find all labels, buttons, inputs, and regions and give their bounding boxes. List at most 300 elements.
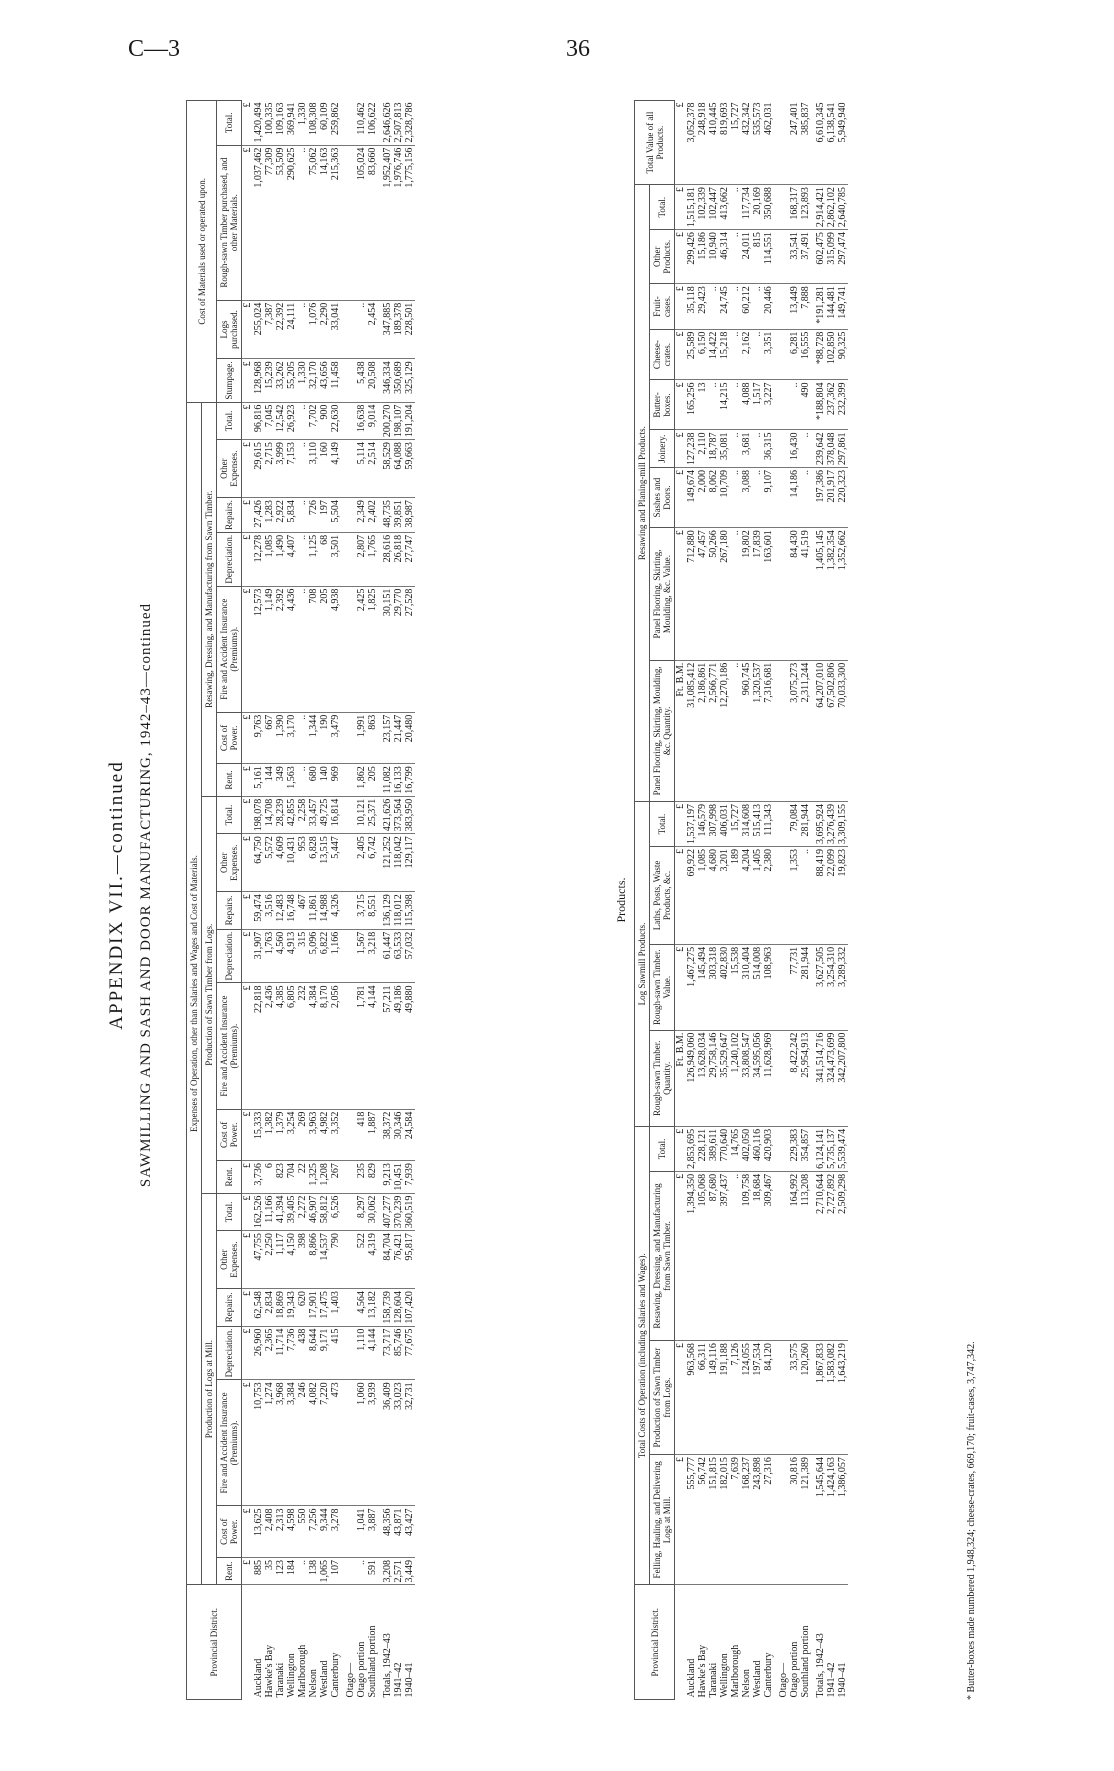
- table-cell: 13,628,034: [697, 1030, 708, 1126]
- district-label: Nelson: [308, 1669, 319, 1698]
- table-cell: 146,579: [697, 802, 708, 847]
- table-cell: 17,839: [752, 528, 763, 660]
- table-cell: 56,742: [697, 1455, 708, 1585]
- table-cell: 7,387: [264, 300, 275, 359]
- page-number: 36: [566, 36, 590, 62]
- table-cell: ..: [708, 284, 719, 329]
- column-header: Cost of Power.: [217, 1109, 242, 1161]
- table-cell: 37,491: [800, 230, 811, 284]
- table-cell: ..: [730, 430, 741, 468]
- column-header: Panel Flooring, Skirting, Moulding, &c. Quantity.: [650, 660, 675, 801]
- table-cell: 205: [367, 764, 378, 797]
- table-cell: 129,117: [404, 834, 415, 892]
- table-cell: 2,646,626: [378, 101, 393, 146]
- table-cell: 5,114: [356, 440, 367, 498]
- table-cell: 70,033,300: [837, 660, 848, 801]
- table-cell: 6,526: [330, 1193, 341, 1231]
- table-cell: 11,628,969: [763, 1030, 774, 1126]
- footnote: * Butter-boxes made numbered 1,948,324; cheese-crates, 669,170; fruit-cases, 3,747,342.: [966, 1341, 977, 1700]
- table-cell: 7,639: [730, 1455, 741, 1585]
- table-cell: *191,281: [811, 284, 826, 329]
- table-cell: 1,781: [356, 983, 367, 1109]
- table-cell: 165,256: [686, 380, 697, 430]
- table-cell: 138: [308, 1558, 319, 1586]
- table-cell: 189: [730, 847, 741, 945]
- table-cell: 1,825: [367, 586, 378, 712]
- table-cell: 1,320,537: [752, 660, 763, 801]
- table-cell: 247,401: [789, 101, 800, 185]
- table-cell: 4,913: [286, 929, 297, 983]
- table-cell: 350,688: [763, 185, 774, 230]
- table-cell: 20,508: [367, 359, 378, 402]
- table-cell: 62,548: [253, 1289, 264, 1327]
- table-cell: 232,399: [837, 380, 848, 430]
- table-cell: 25,589: [686, 329, 697, 380]
- table-cell: 885: [253, 1558, 264, 1586]
- table-cell: 1,862: [356, 764, 367, 797]
- table-cell: 2,392: [275, 586, 286, 712]
- table-cell: 105,068: [697, 1171, 708, 1340]
- column-header: Rough-sawn Timber purchased, and other Materials.: [217, 145, 242, 300]
- table-cell: 2,250: [264, 1231, 275, 1289]
- table-row: [752, 101, 763, 1700]
- table-cell: 7,888: [800, 284, 811, 329]
- table-cell: 18,869: [275, 1289, 286, 1327]
- table-cell: ..: [297, 712, 308, 764]
- table-cell: 2,509,298: [837, 1171, 848, 1340]
- table-cell: ..: [730, 329, 741, 380]
- district-label: Otago portion: [356, 1641, 367, 1698]
- table-cell: 13,449: [789, 284, 800, 329]
- table-cell: 20,446: [763, 284, 774, 329]
- table-cell: 4,982: [319, 1109, 330, 1161]
- table-cell: 863: [367, 712, 378, 764]
- table-cell: 50,266: [708, 528, 719, 660]
- table-cell: 418: [356, 1109, 367, 1161]
- table-cell: 24,111: [286, 300, 297, 359]
- table-cell: 15,218: [719, 329, 730, 380]
- table-cell: 2,365: [264, 1326, 275, 1380]
- table-cell: 163,601: [763, 528, 774, 660]
- table-cell: ..: [297, 532, 308, 586]
- table-cell: 22,099: [826, 847, 837, 945]
- table-cell: 1,085: [264, 532, 275, 586]
- table-cell: 149,116: [708, 1341, 719, 1455]
- table-cell: 790: [330, 1231, 341, 1289]
- table-cell: 3,352: [330, 1109, 341, 1161]
- table-cell: 1,274: [264, 1380, 275, 1506]
- table-cell: 7,220: [319, 1380, 330, 1506]
- table-cell: 79,084: [789, 802, 800, 847]
- table-cell: 73,717: [378, 1326, 393, 1380]
- table-cell: 102,447: [708, 185, 719, 230]
- table-cell: 2,715: [264, 440, 275, 498]
- table-cell: 13,625: [253, 1506, 264, 1558]
- table-cell: 1,545,644: [811, 1455, 826, 1585]
- district-label: 1940–41: [404, 1662, 415, 1698]
- table-cell: 35: [264, 1558, 275, 1586]
- table-cell: 1,563: [286, 764, 297, 797]
- district-label: Canterbury: [763, 1652, 774, 1698]
- table-cell: 4,938: [330, 586, 341, 712]
- table-cell: 27,426: [253, 498, 264, 533]
- table-cell: 41,394: [275, 1193, 286, 1231]
- district-label: Totals, 1942–43: [382, 1633, 393, 1698]
- currency-unit: £: [242, 586, 254, 712]
- table-cell: 60,212: [741, 284, 752, 329]
- table-cell: 114,551: [763, 230, 774, 284]
- table-cell: *188,804: [811, 380, 826, 430]
- table-cell: 407,277: [378, 1193, 393, 1231]
- table-cell: 84,430: [789, 528, 800, 660]
- column-header: Felling, Hauling, and Delivering Logs at Mill.: [650, 1455, 675, 1585]
- table-cell: ..: [297, 402, 308, 440]
- expenses-table: [186, 100, 415, 1700]
- table-cell: 4,560: [275, 929, 286, 983]
- table-cell: 269: [297, 1109, 308, 1161]
- column-header: Cost of Power.: [217, 712, 242, 764]
- district-label: Canterbury: [330, 1652, 341, 1698]
- table-row: [837, 101, 848, 1700]
- table-cell: 110,462: [356, 101, 367, 146]
- table-cell: 2,162: [741, 329, 752, 380]
- column-header: Repairs.: [217, 1289, 242, 1327]
- table-cell: 128,604: [393, 1289, 404, 1327]
- table-cell: 350,689: [393, 359, 404, 402]
- table-cell: 267: [330, 1161, 341, 1194]
- table-cell: 126,949,060: [686, 1030, 697, 1126]
- table-cell: 14,186: [789, 467, 800, 527]
- table-cell: 220,323: [837, 467, 848, 527]
- table-cell: 314,608: [741, 802, 752, 847]
- currency-unit: £: [675, 230, 687, 284]
- table-cell: 19,802: [741, 528, 752, 660]
- table-cell: 8,062: [708, 467, 719, 527]
- table-cell: 191,204: [404, 402, 415, 440]
- table-cell: 60,109: [319, 101, 330, 146]
- table-cell: 64,750: [253, 834, 264, 892]
- district-label: Marlborough: [730, 1644, 741, 1698]
- table-cell: 64,088: [393, 440, 404, 498]
- table-cell: 9,014: [367, 402, 378, 440]
- table-cell: 3,278: [330, 1506, 341, 1558]
- table-cell: 591: [367, 1558, 378, 1586]
- table-cell: 95,817: [404, 1231, 415, 1289]
- table-cell: 76,421: [393, 1231, 404, 1289]
- table-cell: 4,564: [356, 1289, 367, 1327]
- table-cell: 16,814: [330, 796, 341, 834]
- products-section-label: Products.: [614, 877, 628, 923]
- column-header: Fire and Accident Insurance (Premiums).: [217, 983, 242, 1109]
- table-cell: 460,116: [752, 1126, 763, 1171]
- table-cell: 33,023: [393, 1380, 404, 1506]
- table-cell: 190: [319, 712, 330, 764]
- table-cell: ..: [800, 467, 811, 527]
- table-cell: 3,170: [286, 712, 297, 764]
- table-cell: 550: [297, 1506, 308, 1558]
- table-cell: 1,110: [356, 1326, 367, 1380]
- table-cell: 33,808,547: [741, 1030, 752, 1126]
- table-cell: 1,379: [275, 1109, 286, 1161]
- table-cell: 5,735,137: [826, 1126, 837, 1171]
- table-cell: 20,480: [404, 712, 415, 764]
- district-label: Taranaki: [275, 1662, 286, 1698]
- table-cell: 3,201: [719, 847, 730, 945]
- table-cell: 35,081: [719, 430, 730, 468]
- currency-unit: £: [675, 1455, 687, 1585]
- table-cell: 2,405: [356, 834, 367, 892]
- column-header: Laths, Posts, Waste Products, &c.: [650, 847, 675, 945]
- district-label: Hawke's Bay: [264, 1644, 275, 1698]
- column-header: Other Expenses.: [217, 440, 242, 498]
- table-cell: 6,124,141: [811, 1126, 826, 1171]
- table-cell: 13,515: [319, 834, 330, 892]
- table-cell: 342,207,800: [837, 1030, 848, 1126]
- table-cell: 10,753: [253, 1380, 264, 1506]
- table-cell: 12,278: [253, 532, 264, 586]
- table-cell: 108,308: [308, 101, 319, 146]
- table-cell: 4,088: [741, 380, 752, 430]
- table-cell: 3,963: [308, 1109, 319, 1161]
- table-cell: 128,968: [253, 359, 264, 402]
- table-cell: 59,474: [253, 892, 264, 930]
- table-cell: 770,640: [719, 1126, 730, 1171]
- table-cell: 28,239: [275, 796, 286, 834]
- table-cell: 1,149: [264, 586, 275, 712]
- currency-unit: £: [242, 1231, 254, 1289]
- column-header: Stumpage.: [217, 359, 242, 402]
- table-cell: 1,386,057: [837, 1455, 848, 1585]
- table-cell: 47,457: [697, 528, 708, 660]
- table-cell: 354,857: [800, 1126, 811, 1171]
- table-cell: 30,346: [393, 1109, 404, 1161]
- table-cell: 1,330: [297, 101, 308, 146]
- table-cell: 38,987: [404, 498, 415, 533]
- table-cell: 1,041: [356, 1506, 367, 1558]
- table-cell: 168,237: [741, 1455, 752, 1585]
- table-cell: 239,642: [811, 430, 826, 468]
- table-cell: 3,075,273: [789, 660, 800, 801]
- table-cell: 2,380: [763, 847, 774, 945]
- table-cell: 13,182: [367, 1289, 378, 1327]
- table-cell: 20,169: [752, 185, 763, 230]
- table-cell: 63,533: [393, 929, 404, 983]
- table-cell: 704: [286, 1161, 297, 1194]
- column-header: Depreciation.: [217, 929, 242, 983]
- table-cell: 18,684: [752, 1171, 763, 1340]
- table-cell: 3,110: [308, 440, 319, 498]
- table-cell: 113,208: [800, 1171, 811, 1340]
- table-cell: 3,695,924: [811, 802, 826, 847]
- table-cell: 124,055: [741, 1341, 752, 1455]
- table-cell: 77,309: [264, 145, 275, 300]
- table-cell: 15,333: [253, 1109, 264, 1161]
- table-cell: 370,239: [393, 1193, 404, 1231]
- column-header: Total.: [217, 101, 242, 146]
- district-label: 1940–41: [837, 1662, 848, 1698]
- table-cell: 1,515,181: [686, 185, 697, 230]
- table-cell: 3,479: [330, 712, 341, 764]
- table-cell: 4,144: [367, 1326, 378, 1380]
- table-cell: 341,514,716: [811, 1030, 826, 1126]
- table-cell: 555,777: [686, 1455, 697, 1585]
- table-cell: 57,211: [378, 983, 393, 1109]
- column-header: Total.: [217, 1193, 242, 1231]
- table-cell: 14,537: [319, 1231, 330, 1289]
- table-cell: 415: [330, 1326, 341, 1380]
- table-cell: 22,392: [275, 300, 286, 359]
- table-cell: 1,076: [308, 300, 319, 359]
- group-label: Otago—: [345, 1663, 356, 1698]
- column-header: Rough-sawn Timber. Value.: [650, 944, 675, 1030]
- currency-unit: £: [242, 712, 254, 764]
- table-cell: 5,949,940: [837, 101, 848, 185]
- table-cell: 149,674: [686, 467, 697, 527]
- district-label: Auckland: [253, 1658, 264, 1698]
- table-cell: 2,640,785: [837, 185, 848, 230]
- table-cell: ..: [730, 185, 741, 230]
- table-cell: 84,704: [378, 1231, 393, 1289]
- currency-unit: £: [242, 834, 254, 892]
- district-label: Southland portion: [800, 1625, 811, 1698]
- table-cell: 27,747: [404, 532, 415, 586]
- table-cell: 1,403: [330, 1289, 341, 1327]
- table-cell: 12,270,186: [719, 660, 730, 801]
- table-row: [367, 101, 378, 1700]
- table-cell: 1,125: [308, 532, 319, 586]
- district-label: 1941–42: [393, 1662, 404, 1698]
- table-cell: 144: [264, 764, 275, 797]
- table-cell: 22,818: [253, 983, 264, 1109]
- table-cell: 315,099: [826, 230, 837, 284]
- currency-unit: £: [675, 528, 687, 660]
- table-cell: 197,386: [811, 467, 826, 527]
- table-cell: 1,394,350: [686, 1171, 697, 1340]
- table-cell: 4,598: [286, 1506, 297, 1558]
- table-cell: 3,351: [763, 329, 774, 380]
- table-cell: 184: [286, 1558, 297, 1586]
- table-cell: 6,822: [319, 929, 330, 983]
- table-cell: 34,595,056: [752, 1030, 763, 1126]
- currency-unit: £: [675, 467, 687, 527]
- table-cell: 823: [275, 1161, 286, 1194]
- table-cell: 26,923: [286, 402, 297, 440]
- table-row: [708, 101, 719, 1700]
- table-cell: 215,363: [330, 145, 341, 300]
- table-cell: 4,384: [308, 983, 319, 1109]
- table-row: [319, 101, 330, 1700]
- table-cell: 8,866: [308, 1231, 319, 1289]
- table-cell: 7,045: [264, 402, 275, 440]
- district-label: Auckland: [686, 1658, 697, 1698]
- table-cell: 297,474: [837, 230, 848, 284]
- column-header: Production of Sawn Timber from Logs.: [650, 1341, 675, 1455]
- table-cell: 88,419: [811, 847, 826, 945]
- table-cell: 24,011: [741, 230, 752, 284]
- table-cell: 33,457: [308, 796, 319, 834]
- table-cell: 36,409: [378, 1380, 393, 1506]
- table-cell: ..: [730, 467, 741, 527]
- table-row: [308, 101, 319, 1700]
- table-cell: 1,037,462: [253, 145, 264, 300]
- table-cell: 7,736: [286, 1326, 297, 1380]
- table-cell: 243,898: [752, 1455, 763, 1585]
- table-cell: 1,382: [264, 1109, 275, 1161]
- table-cell: 2,290: [319, 300, 330, 359]
- table-cell: 145,494: [697, 944, 708, 1030]
- table-row: [719, 101, 730, 1700]
- currency-unit: £: [242, 929, 254, 983]
- table-cell: 346,334: [378, 359, 393, 402]
- table-cell: 299,426: [686, 230, 697, 284]
- district-header: Provincial District.: [635, 1585, 675, 1700]
- column-header: Panel Flooring, Skirting, Moulding, &c. Value.: [650, 528, 675, 660]
- table-cell: 33,041: [330, 300, 341, 359]
- table-cell: 3,939: [367, 1380, 378, 1506]
- table-cell: 4,319: [367, 1231, 378, 1289]
- table-cell: 3,384: [286, 1380, 297, 1506]
- column-header: Total.: [650, 802, 675, 847]
- table-cell: ..: [356, 1558, 367, 1586]
- table-cell: 4,407: [286, 532, 297, 586]
- currency-unit: £: [242, 892, 254, 930]
- table-cell: 10,431: [286, 834, 297, 892]
- table-cell: 1,537,197: [686, 802, 697, 847]
- group-header: Resawing, Dressing, and Manufacturing from Sawn Timber.: [202, 402, 217, 796]
- table-cell: 1,775,156: [404, 145, 415, 300]
- table-cell: 2,571: [393, 1558, 404, 1586]
- table-cell: 1,952,407: [378, 145, 393, 300]
- currency-unit: £: [675, 944, 687, 1030]
- table-cell: 15,727: [730, 802, 741, 847]
- table-cell: 1,765: [367, 532, 378, 586]
- table-cell: 248,918: [697, 101, 708, 185]
- table-cell: 819,693: [719, 101, 730, 185]
- table-cell: 969: [330, 764, 341, 797]
- table-cell: 29,423: [697, 284, 708, 329]
- table-cell: 8,170: [319, 983, 330, 1109]
- currency-unit: £: [242, 764, 254, 797]
- table-cell: 3,289,332: [837, 944, 848, 1030]
- table-cell: 383,950: [404, 796, 415, 834]
- table-cell: 69,922: [686, 847, 697, 945]
- table-cell: 462,031: [763, 101, 774, 185]
- table-cell: 324,473,699: [826, 1030, 837, 1126]
- table-row: [275, 101, 286, 1700]
- table-cell: 118,042: [393, 834, 404, 892]
- table-cell: 58,812: [319, 1193, 330, 1231]
- table-cell: 2,914,421: [811, 185, 826, 230]
- column-header: Fire and Accident Insurance (Premiums).: [217, 586, 242, 712]
- table-cell: 49,725: [319, 796, 330, 834]
- table-cell: 47,755: [253, 1231, 264, 1289]
- column-header: Depreciation.: [217, 532, 242, 586]
- quantity-unit: Ft. B.M.: [675, 1030, 687, 1126]
- table-cell: 7,316,681: [763, 660, 774, 801]
- currency-unit: £: [242, 1326, 254, 1380]
- table-cell: 14,422: [708, 329, 719, 380]
- table-cell: 90,325: [837, 329, 848, 380]
- table-cell: 25,954,913: [800, 1030, 811, 1126]
- table-cell: 281,944: [800, 944, 811, 1030]
- table-cell: 144,481: [826, 284, 837, 329]
- table-cell: 1,117: [275, 1231, 286, 1289]
- table-cell: 1,085: [697, 847, 708, 945]
- table-cell: 522: [356, 1231, 367, 1289]
- table-cell: ..: [752, 329, 763, 380]
- table-cell: 109,758: [741, 1171, 752, 1340]
- table-cell: 438: [297, 1326, 308, 1380]
